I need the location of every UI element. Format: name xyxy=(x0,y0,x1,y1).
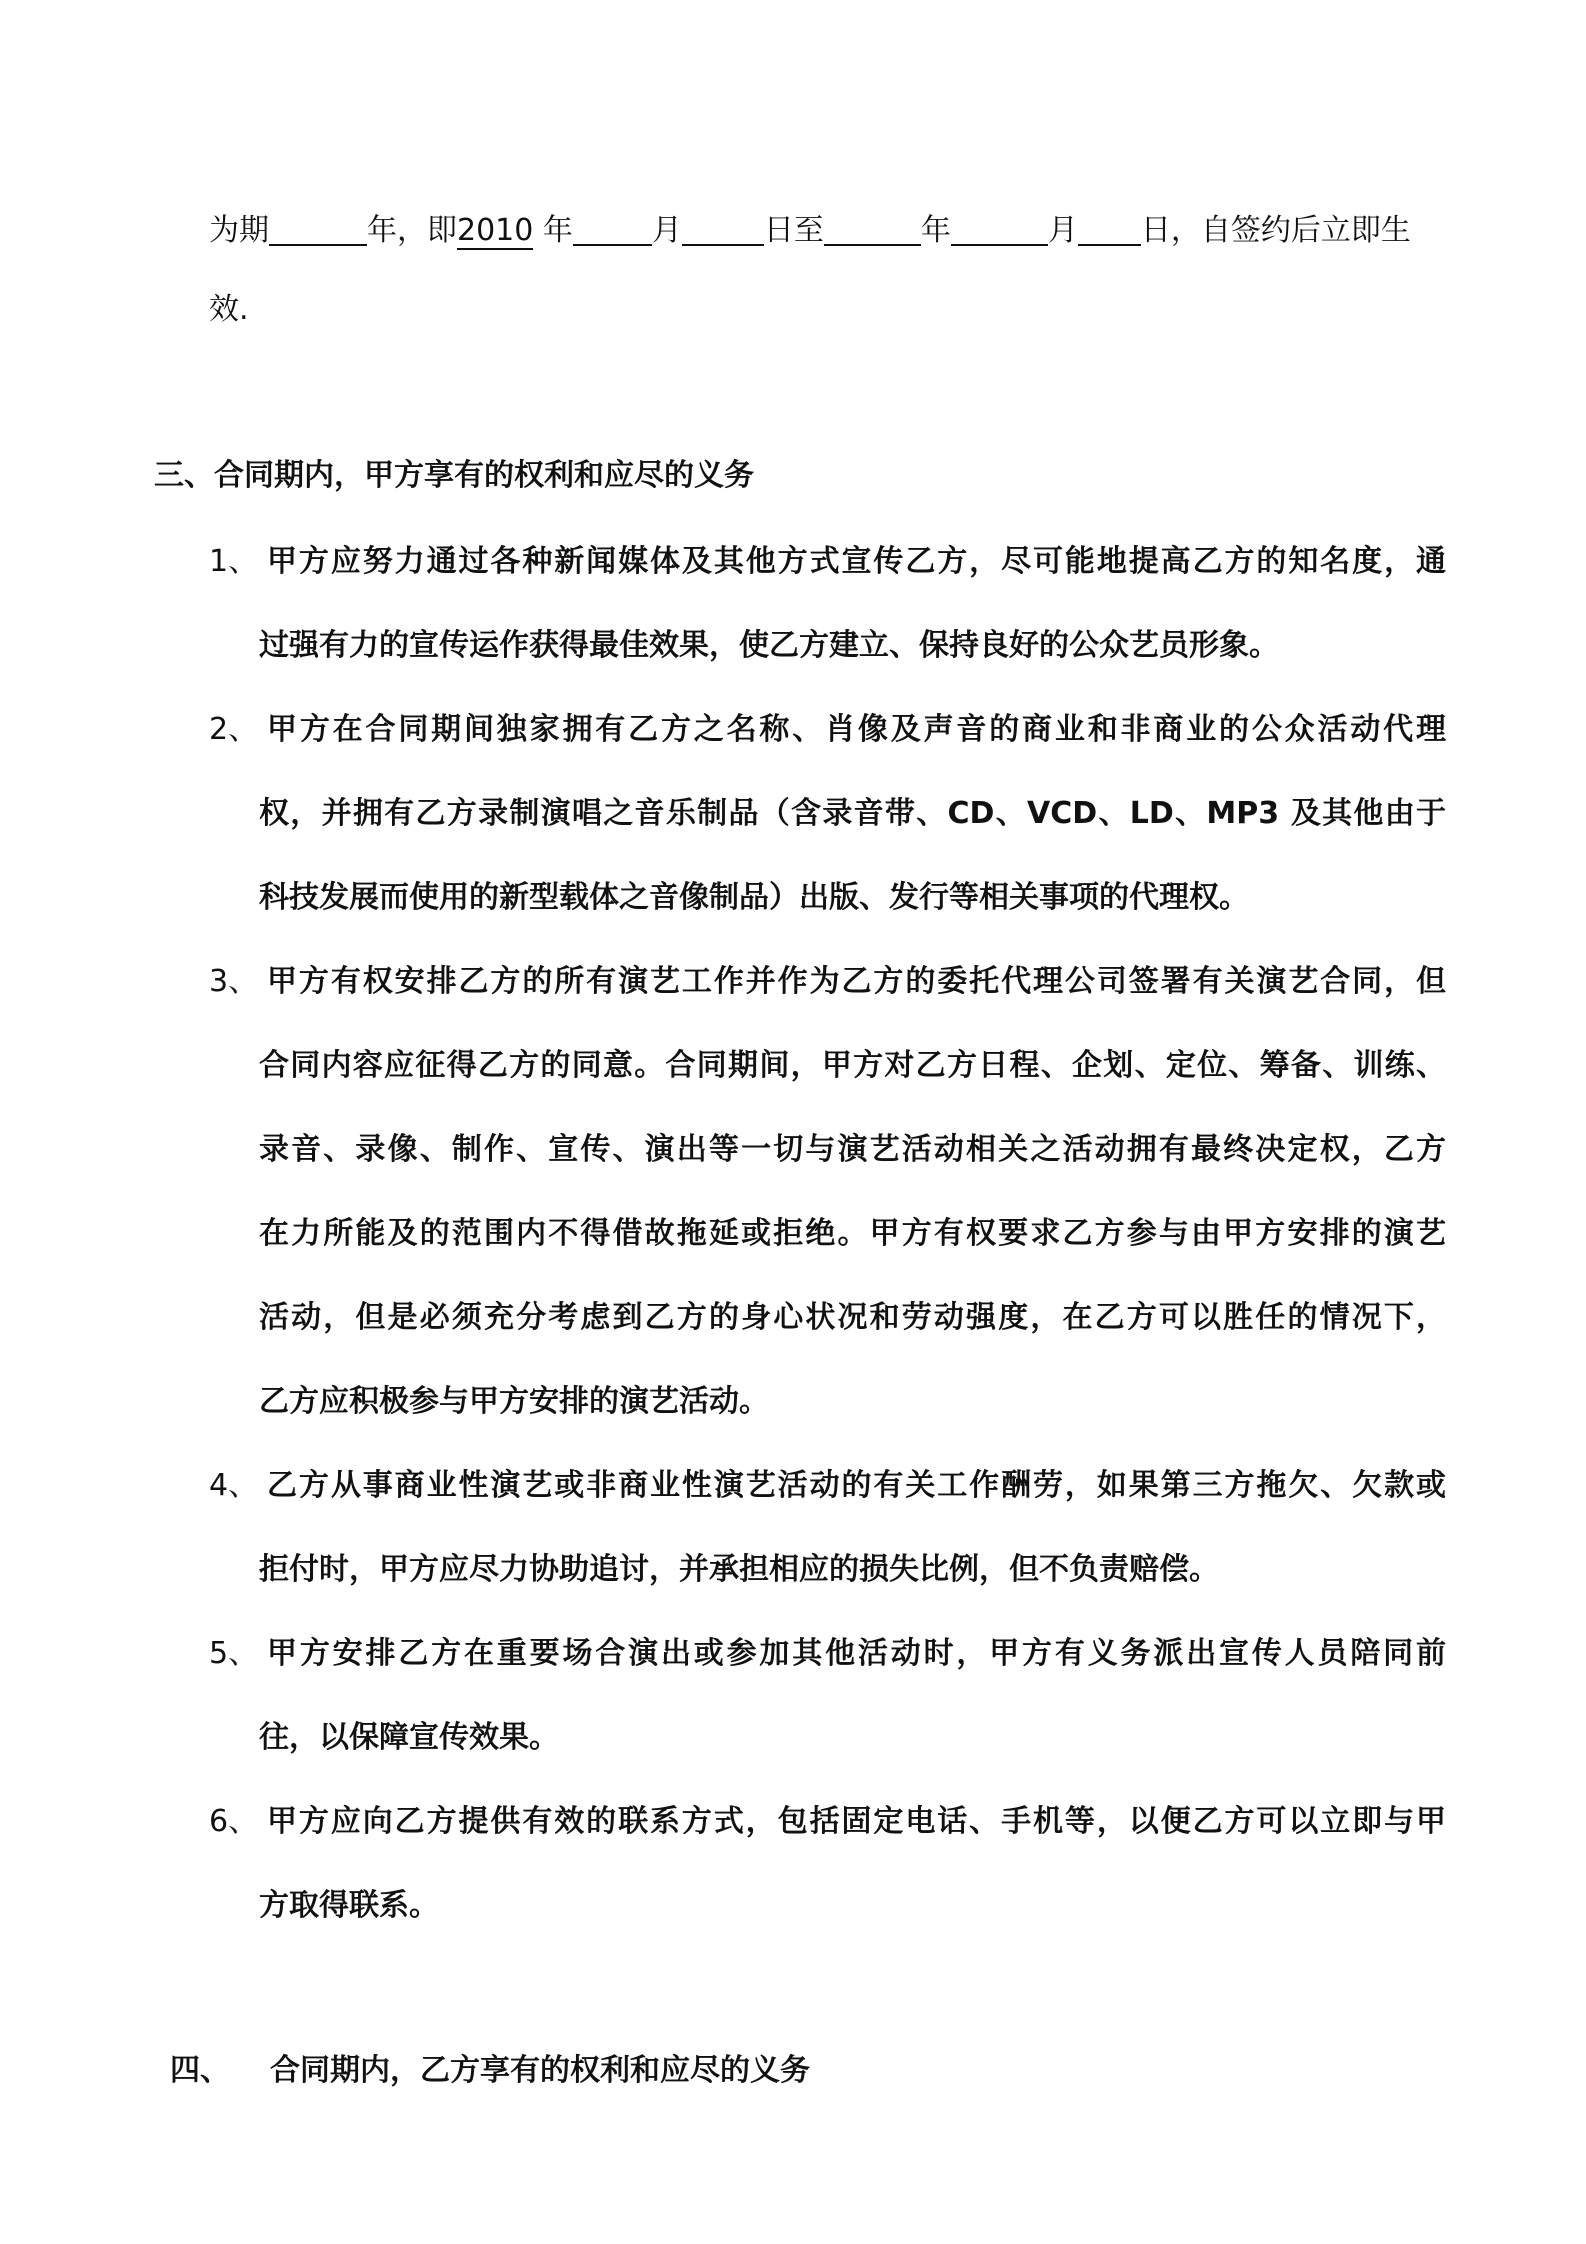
item-line: 活动，但是必须充分考虑到乙方的身心状况和劳动强度，在乙方可以胜任的情况下， xyxy=(259,1300,1446,1335)
text: 月 xyxy=(1047,213,1078,248)
item-line: 过强有力的宣传运作获得最佳效果，使乙方建立、保持良好的公众艺员形象。 xyxy=(259,628,1279,663)
text: 年 xyxy=(920,213,951,248)
item-line: 往，以保障宣传效果。 xyxy=(259,1720,559,1755)
text: 为期 xyxy=(209,213,269,248)
item-line: 甲方在合同期间独家拥有乙方之名称、肖像及声音的商业和非商业的公众活动代理 xyxy=(267,712,1446,747)
item-number: 5、 xyxy=(209,1636,259,1671)
text: 年 xyxy=(542,213,573,248)
blank-start-month[interactable] xyxy=(573,214,652,246)
blank-end-day[interactable] xyxy=(1078,214,1141,246)
blank-end-month[interactable] xyxy=(951,214,1048,246)
term-line xyxy=(209,211,1411,251)
item-line: 乙方从事商业性演艺或非商业性演艺活动的有关工作酬劳，如果第三方拖欠、欠款或 xyxy=(267,1468,1446,1503)
start-year: 2010 xyxy=(457,213,534,248)
item-line: 合同内容应征得乙方的同意。合同期间，甲方对乙方日程、企划、定位、筹备、训练、 xyxy=(259,1048,1446,1083)
item-line: 录音、录像、制作、宣传、演出等一切与演艺活动相关之活动拥有最终决定权，乙方 xyxy=(259,1132,1446,1167)
text: 日，自签约后立即生 xyxy=(1140,213,1411,248)
item-line: 甲方有权安排乙方的所有演艺工作并作为乙方的委托代理公司签署有关演艺合同，但 xyxy=(267,964,1446,999)
item-line: 拒付时，甲方应尽力协助追讨，并承担相应的损失比例，但不负责赔偿。 xyxy=(259,1552,1219,1587)
blank-start-day[interactable] xyxy=(682,214,764,246)
item-line: 在力所能及的范围内不得借故拖延或拒绝。甲方有权要求乙方参与由甲方安排的演艺 xyxy=(259,1216,1446,1251)
item-line: 科技发展而使用的新型载体之音像制品）出版、发行等相关事项的代理权。 xyxy=(259,880,1249,915)
item-number: 2、 xyxy=(209,712,259,747)
item-number: 6、 xyxy=(209,1804,259,1839)
text: 年，即 xyxy=(367,213,457,248)
section4-number: 四、 xyxy=(170,2053,230,2088)
text: 日至 xyxy=(763,213,824,248)
text: 月 xyxy=(651,213,682,248)
section3-heading: 三、合同期内，甲方享有的权利和应尽的义务 xyxy=(154,458,754,493)
item-line: 方取得联系。 xyxy=(259,1888,439,1923)
item-line: 乙方应积极参与甲方安排的演艺活动。 xyxy=(259,1384,769,1419)
item-number: 3、 xyxy=(209,964,259,999)
term-line-cont: 效. xyxy=(209,292,249,327)
blank-end-year[interactable] xyxy=(824,214,921,246)
section4-heading: 合同期内，乙方享有的权利和应尽的义务 xyxy=(270,2053,810,2088)
item-line: 甲方应向乙方提供有效的联系方式，包括固定电话、手机等，以便乙方可以立即与甲 xyxy=(267,1804,1446,1839)
item-line: 甲方应努力通过各种新闻媒体及其他方式宣传乙方，尽可能地提高乙方的知名度，通 xyxy=(267,544,1446,579)
item-line: 甲方安排乙方在重要场合演出或参加其他活动时，甲方有义务派出宣传人员陪同前 xyxy=(267,1636,1446,1671)
item-number: 1、 xyxy=(209,544,259,579)
item-line: 权，并拥有乙方录制演唱之音乐制品（含录音带、CD、VCD、LD、MP3 及其他由于 xyxy=(259,796,1446,831)
item-number: 4、 xyxy=(209,1468,259,1503)
blank-years[interactable] xyxy=(269,214,367,246)
